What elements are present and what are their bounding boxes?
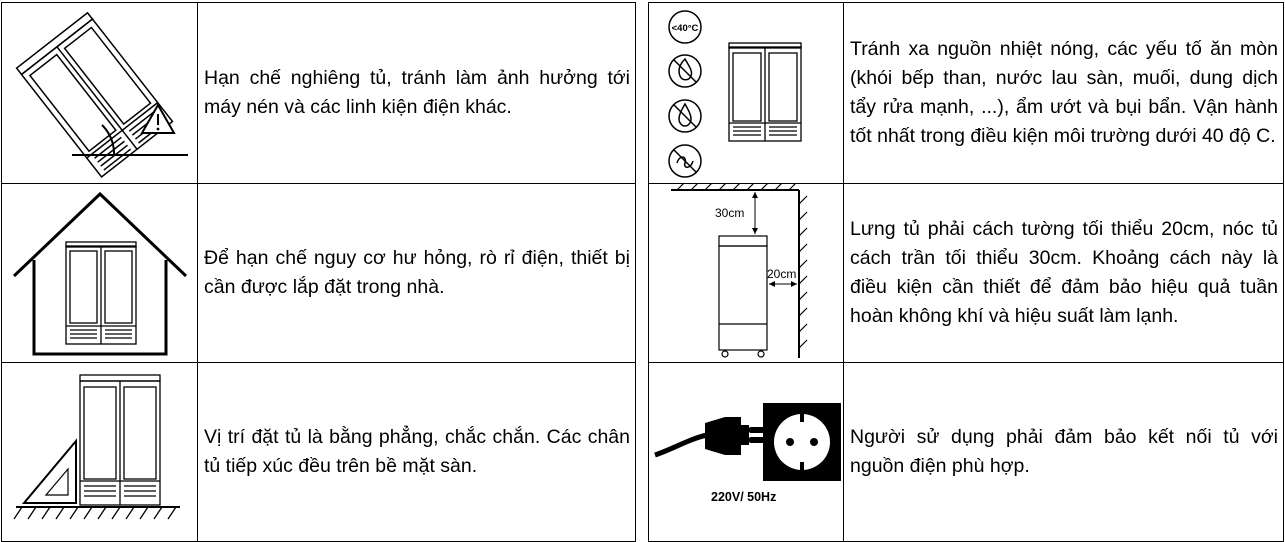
instruction-row-power [649,363,1284,542]
instruction-row-clearance [649,184,1284,363]
instruction-row-indoor [2,184,636,363]
plug-socket-icon [649,363,844,541]
instruction-row-level [2,363,636,542]
right-instruction-table [648,2,1284,542]
instruction-text-indoor: Để hạn chế nguy cơ hư hỏng, rò rỉ điện, thiết bị cần được lắp đặt trong nhà. [198,184,636,363]
instruction-text-environment: Tránh xa nguồn nhiệt nóng, các yếu tố ăn mòn (khói bếp than, nước lau sàn, muối, dung dịch tẩy rửa mạnh, ...), ẩm ướt và bụi bẩn. Vận hành tốt nhất trong điều kiện môi trường dưới 40 độ C. [844,3,1284,184]
instruction-text-tilt: Hạn chế nghiêng tủ, tránh làm ảnh hưởng tới máy nén và các linh kiện điện khác. [198,3,636,184]
environment-warning-icons [649,3,844,183]
tilt-illustration [2,3,198,184]
instruction-row-environment [649,3,1284,184]
wall-gap-label: 20cm [767,267,797,281]
no-liquid-icon [669,100,701,132]
fridge-icon [729,43,801,141]
left-instruction-table [1,2,636,542]
power-spec-label: 220V/ 50Hz [711,490,777,504]
ceiling-gap-label: 30cm [715,206,745,220]
temperature-limit-icon [669,11,701,43]
no-smoke-icon [669,145,701,177]
socket-icon [763,403,841,481]
tilted-fridge-warning-icon [2,3,198,183]
environment-illustration [649,3,844,184]
level-illustration [2,363,198,542]
no-fire-icon [669,55,701,87]
fridge-side-icon [719,236,767,357]
power-illustration [649,363,844,542]
svg-text:<40°C: <40°C [671,23,699,34]
instruction-text-clearance: Lưng tủ phải cách tường tối thiểu 20cm, nóc tủ cách trần tối thiểu 30cm. Khoảng cách này là điều kiện cần thiết để đảm bảo hiệu quả tuần hoàn không khí và hiệu suất làm lạnh. [844,184,1284,363]
instruction-row-tilt [2,3,636,184]
clearance-illustration [649,184,844,363]
house-fridge-icon [2,184,198,362]
indoor-illustration [2,184,198,363]
instruction-text-power: Người sử dụng phải đảm bảo kết nối tủ với nguồn điện phù hợp. [844,363,1284,542]
instruction-text-level: Vị trí đặt tủ là bằng phẳng, chắc chắn. Các chân tủ tiếp xúc đều trên bề mặt sàn. [198,363,636,542]
plug-icon [705,417,765,455]
level-floor-fridge-icon [2,363,198,541]
wall-clearance-diagram [649,184,844,362]
